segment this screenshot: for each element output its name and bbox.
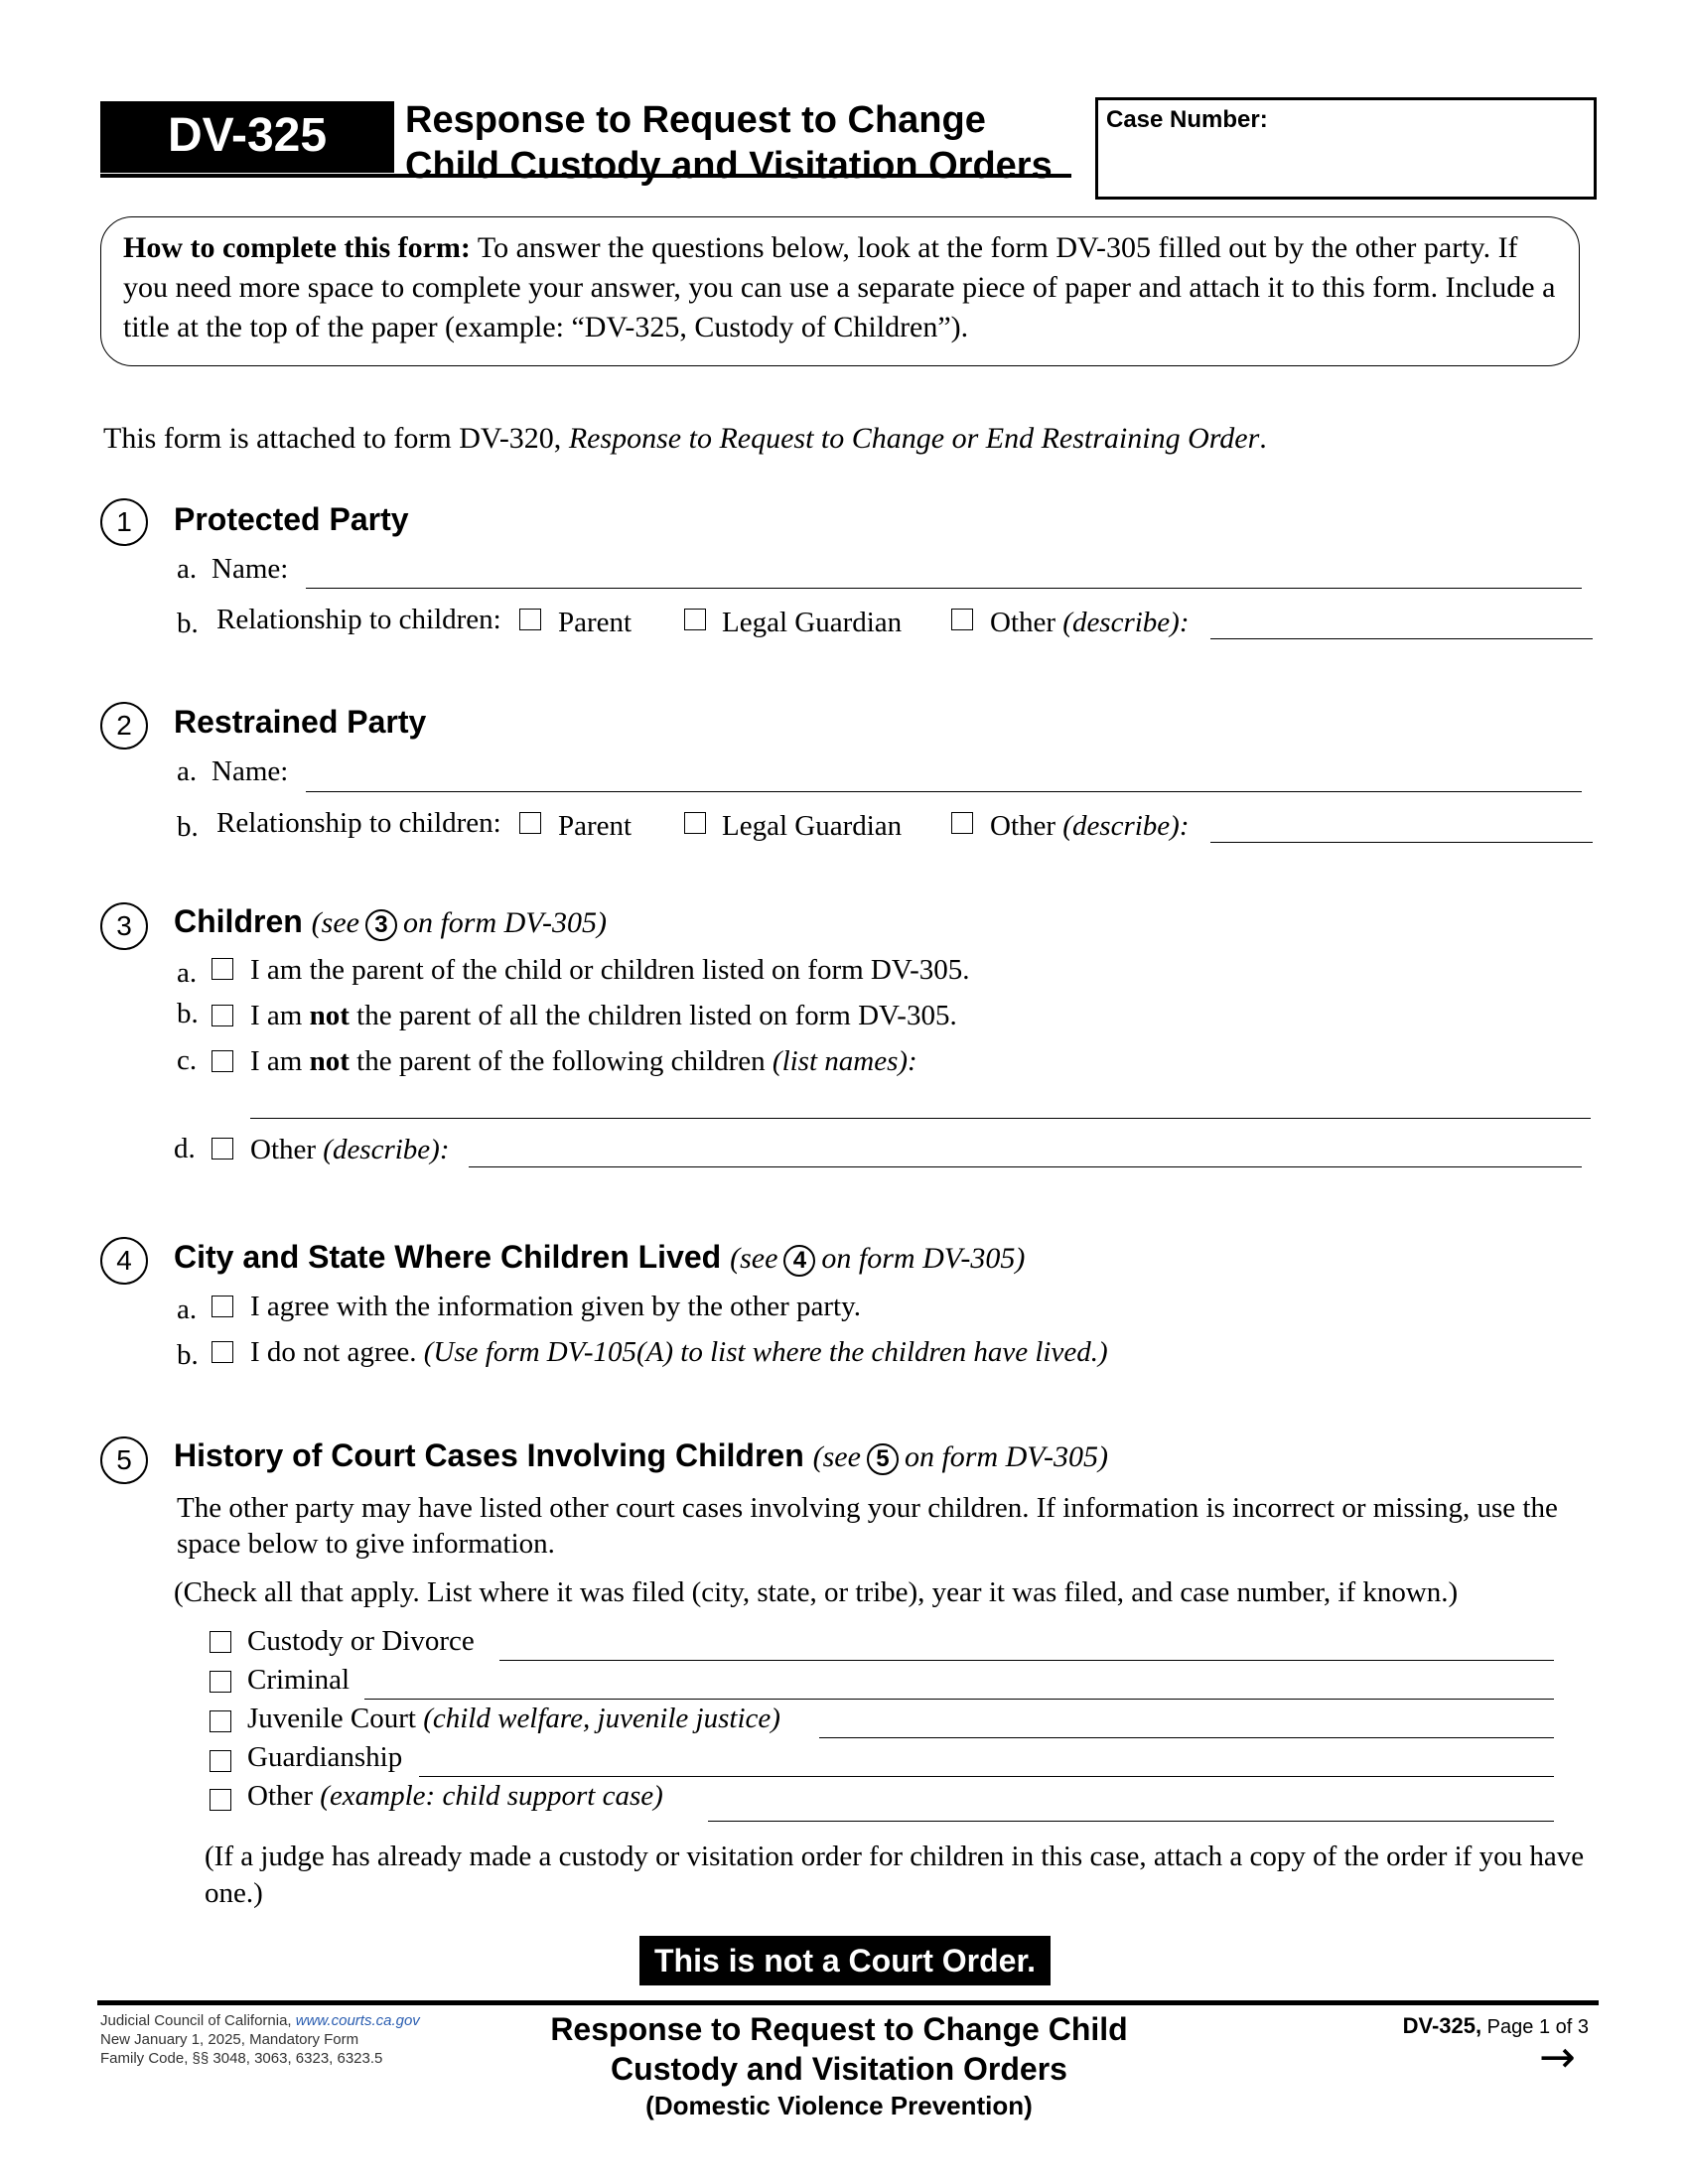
footer-code: Family Code, §§ 3048, 3063, 6323, 6323.5 — [100, 2050, 383, 2067]
s5-juvenile-text: Juvenile Court — [247, 1703, 424, 1734]
s2-other-label — [990, 809, 1190, 844]
s5-other-text: Other — [247, 1780, 321, 1812]
s4-b-letter: b. — [177, 1339, 199, 1371]
s5-other-checkbox[interactable] — [210, 1789, 231, 1811]
s3-a-checkbox[interactable] — [211, 958, 233, 980]
s1-parent-label: Parent — [558, 607, 633, 638]
title-line-2: Child Custody and Visitation Orders — [405, 145, 1053, 187]
s1-other-text: Other — [990, 607, 1063, 638]
s3-c-children-field[interactable] — [250, 1118, 1591, 1119]
s1-a-letter: a. — [177, 553, 198, 585]
s4-a-letter: a. — [177, 1294, 198, 1325]
s5-guardianship-label: Guardianship — [247, 1741, 403, 1773]
s3-d-checkbox[interactable] — [211, 1138, 233, 1160]
s5-criminal-field[interactable] — [364, 1699, 1554, 1700]
section-5-number: 5 — [100, 1436, 148, 1484]
s5-guardianship-field[interactable] — [419, 1776, 1554, 1777]
footer-form-code: DV-325, — [1402, 2013, 1482, 2038]
s1-name-label: Name: — [211, 553, 289, 585]
s3-c-checkbox[interactable] — [211, 1050, 233, 1072]
footer-title-3: (Domestic Violence Prevention) — [645, 2091, 1033, 2120]
instructions-body: To answer the questions below, look at the form DV-305 filled out by the other party. If you need more space to complete your answer, you can use a separate piece of paper and attach it to this form. Include a title at the top of the paper (example: “DV-325, Custody of Children”). — [123, 231, 1556, 343]
s2-name-label: Name: — [211, 755, 289, 787]
footer-council-text: Judicial Council of California, — [100, 2012, 296, 2029]
case-number-label: Case Number: — [1106, 106, 1268, 133]
s4-b-text — [250, 1335, 1108, 1370]
s4-see-num: 4 — [783, 1245, 815, 1277]
footer-rule — [97, 2000, 1599, 2005]
s5-other-field[interactable] — [708, 1821, 1554, 1822]
instructions-text — [123, 228, 1563, 347]
section-1-title: Protected Party — [174, 501, 409, 537]
s2-b-letter: b. — [177, 811, 199, 843]
s5-custody-field[interactable] — [499, 1660, 1554, 1661]
s1-relationship-label: Relationship to children: — [216, 604, 501, 635]
s4-a-checkbox[interactable] — [211, 1296, 233, 1317]
s5-see-num: 5 — [867, 1443, 899, 1475]
s1-parent-checkbox[interactable] — [519, 609, 541, 630]
case-number-box[interactable] — [1095, 97, 1597, 200]
page-title — [405, 97, 1053, 189]
s3-d-text — [250, 1133, 450, 1167]
s3-b-text — [250, 999, 957, 1033]
footer-website-link[interactable]: www.courts.ca.gov — [295, 2012, 420, 2029]
s4-b-disagree: I do not agree. — [250, 1336, 424, 1368]
footer-date: New January 1, 2025, Mandatory Form — [100, 2031, 359, 2048]
attached-title: Response to Request to Change or End Restraining Order — [568, 422, 1260, 455]
section-4-title — [174, 1239, 1025, 1277]
s2-other-describe: (describe): — [1062, 810, 1190, 842]
s3-d-describe: (describe): — [323, 1134, 450, 1165]
s2-relationship-label: Relationship to children: — [216, 807, 501, 839]
section-5-title — [174, 1437, 1108, 1475]
s4-a-text: I agree with the information given by the other party. — [250, 1291, 861, 1322]
s3-c-letter: c. — [177, 1044, 198, 1076]
s5-guardianship-checkbox[interactable] — [210, 1750, 231, 1772]
attached-note — [103, 421, 1267, 457]
s2-a-letter: a. — [177, 755, 198, 787]
attached-prefix: This form is attached to form DV-320, — [103, 422, 569, 455]
s3-c-list-names: (list names): — [772, 1045, 917, 1077]
s1-guardian-checkbox[interactable] — [684, 609, 706, 630]
s1-other-label — [990, 606, 1190, 640]
s3-c-text — [250, 1044, 917, 1079]
s2-other-checkbox[interactable] — [951, 812, 973, 834]
s3-a-text: I am the parent of the child or children listed on form DV-305. — [250, 954, 970, 986]
s3-see-ref — [312, 906, 607, 939]
s4-see-post: on form DV-305) — [821, 1242, 1026, 1275]
s3-d-other: Other — [250, 1134, 324, 1165]
s3-see-num: 3 — [365, 909, 397, 941]
section-1-number: 1 — [100, 498, 148, 546]
footer-title-2: Custody and Visitation Orders — [611, 2051, 1067, 2087]
s3-title-text: Children — [174, 903, 303, 939]
s5-juvenile-examples: (child welfare, juvenile justice) — [423, 1703, 780, 1734]
form-code: DV-325 — [167, 109, 328, 162]
s3-c-bold: not — [309, 1045, 350, 1077]
section-3-title — [174, 903, 607, 941]
footer-center — [496, 2009, 1182, 2122]
s3-b-pre: I am — [250, 1000, 310, 1031]
section-2-number: 2 — [100, 702, 148, 750]
s3-see-pre: (see — [311, 906, 359, 939]
s1-guardian-label: Legal Guardian — [722, 607, 903, 638]
s1-b-letter: b. — [177, 608, 199, 639]
attached-suffix: . — [1259, 422, 1267, 455]
s5-see-ref — [813, 1440, 1108, 1473]
s5-paragraph-2: (Check all that apply. List where it was filed (city, state, or tribe), year it was filed, and case number, if known.) — [174, 1576, 1459, 1608]
s4-title-text: City and State Where Children Lived — [174, 1239, 722, 1275]
s5-other-label — [247, 1779, 663, 1814]
s3-b-bold: not — [309, 1000, 350, 1031]
section-4-number: 4 — [100, 1237, 148, 1285]
s3-b-checkbox[interactable] — [211, 1005, 233, 1026]
protected-party-name-field[interactable] — [306, 588, 1582, 589]
s1-other-field[interactable] — [1210, 638, 1593, 639]
s5-criminal-label: Criminal — [247, 1664, 351, 1696]
s1-other-describe: (describe): — [1062, 607, 1190, 638]
s5-paragraph-1: The other party may have listed other court cases involving your children. If information is incorrect or missing, use the space below to give information. — [177, 1492, 1558, 1560]
s2-guardian-label: Legal Guardian — [722, 810, 903, 842]
s5-see-post: on form DV-305) — [904, 1440, 1108, 1473]
s2-guardian-checkbox[interactable] — [684, 812, 706, 834]
s3-b-post: the parent of all the children listed on form DV-305. — [349, 1000, 957, 1031]
footer-title-1: Response to Request to Change Child — [550, 2011, 1128, 2047]
s3-d-letter: d. — [174, 1133, 196, 1164]
s5-other-example: (example: child support case) — [320, 1780, 663, 1812]
s3-c-post: the parent of the following children — [349, 1045, 773, 1077]
footer-council — [100, 2011, 420, 2030]
s5-juvenile-label — [247, 1702, 780, 1736]
s5-see-pre: (see — [812, 1440, 861, 1473]
s1-other-checkbox[interactable] — [951, 609, 973, 630]
not-court-order-banner: This is not a Court Order. — [639, 1936, 1051, 1985]
s4-b-instruction: (Use form DV-105(A) to list where the children have lived.) — [423, 1336, 1108, 1368]
s5-custody-label: Custody or Divorce — [247, 1625, 475, 1657]
s4-see-ref — [730, 1242, 1025, 1275]
title-line-1: Response to Request to Change — [405, 99, 986, 141]
s5-title-text: History of Court Cases Involving Children — [174, 1437, 804, 1473]
s5-criminal-checkbox[interactable] — [210, 1671, 231, 1693]
s5-note: (If a judge has already made a custody or visitation order for children in this case, attach a copy of the order if you have one.) — [205, 1841, 1585, 1909]
s3-b-letter: b. — [177, 998, 199, 1029]
s2-parent-label: Parent — [558, 810, 633, 842]
s5-juvenile-field[interactable] — [819, 1737, 1554, 1738]
footer-left — [100, 2011, 420, 2068]
s5-juvenile-checkbox[interactable] — [210, 1710, 231, 1732]
s2-parent-checkbox[interactable] — [519, 812, 541, 834]
s4-see-pre: (see — [730, 1242, 778, 1275]
s3-c-pre: I am — [250, 1045, 310, 1077]
next-page-arrow-icon[interactable]: → — [1539, 2032, 1576, 2083]
footer-page-number: Page 1 of 3 — [1481, 2016, 1589, 2038]
s3-d-other-field[interactable] — [469, 1166, 1582, 1167]
instructions-lead: How to complete this form: — [123, 231, 471, 264]
restrained-party-name-field[interactable] — [306, 791, 1582, 792]
s3-see-post: on form DV-305) — [402, 906, 607, 939]
s3-a-letter: a. — [177, 957, 198, 989]
s2-other-field[interactable] — [1210, 842, 1593, 843]
section-2-title: Restrained Party — [174, 704, 427, 740]
s5-custody-checkbox[interactable] — [210, 1631, 231, 1653]
s2-other-text: Other — [990, 810, 1063, 842]
section-3-number: 3 — [100, 902, 148, 950]
s4-b-checkbox[interactable] — [211, 1341, 233, 1363]
